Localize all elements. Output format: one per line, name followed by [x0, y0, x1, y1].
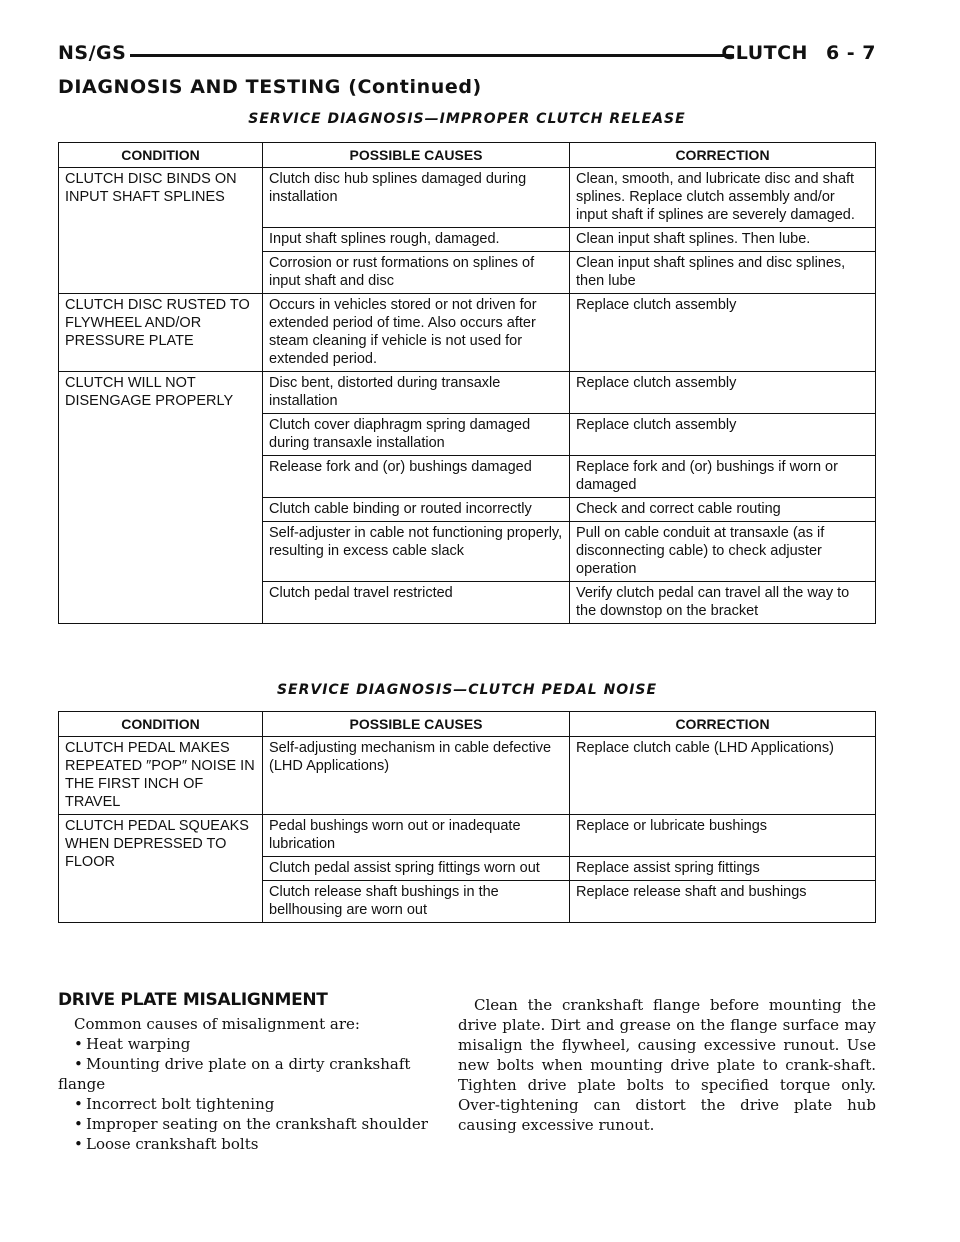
list-item-text: Mounting drive plate on a dirty crankshaft: [86, 1055, 411, 1073]
table-row: [59, 294, 876, 372]
table-row: [59, 737, 876, 815]
page-number: 6 - 7: [825, 42, 876, 64]
table-row: [59, 815, 876, 857]
correction-cell: Replace release shaft and bushings: [570, 881, 876, 923]
condition-cell: CLUTCH DISC RUSTED TO FLYWHEEL AND/OR PRESSURE PLATE: [59, 294, 263, 372]
table-header-row: [59, 143, 876, 168]
cause-cell: Corrosion or rust formations on splines of input shaft and disc: [263, 252, 570, 294]
list-item-text: Incorrect bolt tightening: [86, 1095, 275, 1113]
cause-cell: Clutch pedal assist spring fittings worn out: [263, 857, 570, 881]
drive-plate-right-column: [458, 995, 876, 1135]
correction-cell: Check and correct cable routing: [570, 498, 876, 522]
cause-cell: Self-adjuster in cable not functioning properly, resulting in excess cable slack: [263, 522, 570, 582]
correction-cell: Replace fork and (or) bushings if worn or damaged: [570, 456, 876, 498]
cause-cell: Clutch cable binding or routed incorrectly: [263, 498, 570, 522]
list-item: [58, 1094, 438, 1114]
section-name: CLUTCH: [721, 42, 808, 64]
cause-cell: Pedal bushings worn out or inadequate lubrication: [263, 815, 570, 857]
cause-cell: Occurs in vehicles stored or not driven for extended period of time. Also occurs after steam cleaning if vehicle is not used for extended period.: [263, 294, 570, 372]
correction-cell: Replace clutch assembly: [570, 294, 876, 372]
drive-plate-heading: DRIVE PLATE MISALIGNMENT: [58, 990, 328, 1010]
section-title: DIAGNOSIS AND TESTING (Continued): [58, 76, 482, 98]
list-item: [58, 1134, 438, 1154]
condition-cell: CLUTCH WILL NOT DISENGAGE PROPERLY: [59, 372, 263, 624]
correction-cell: Replace assist spring fittings: [570, 857, 876, 881]
improper-clutch-release-table: [58, 142, 876, 624]
table1-caption: SERVICE DIAGNOSIS—IMPROPER CLUTCH RELEASE: [248, 111, 686, 127]
page-header: [58, 42, 876, 72]
cause-cell: Clutch disc hub splines damaged during installation: [263, 168, 570, 228]
column-header-correction: CORRECTION: [570, 143, 876, 168]
cause-cell: Clutch cover diaphragm spring damaged during transaxle installation: [263, 414, 570, 456]
correction-cell: Pull on cable conduit at transaxle (as if disconnecting cable) to check adjuster operation: [570, 522, 876, 582]
condition-cell: CLUTCH PEDAL MAKES REPEATED ″POP″ NOISE IN THE FIRST INCH OF TRAVEL: [59, 737, 263, 815]
table-row: [59, 372, 876, 414]
bullet-icon: •: [74, 1115, 83, 1133]
bullet-icon: •: [74, 1055, 83, 1073]
correction-cell: Clean input shaft splines and disc splines, then lube: [570, 252, 876, 294]
correction-cell: Verify clutch pedal can travel all the way to the downstop on the bracket: [570, 582, 876, 624]
cause-cell: Disc bent, distorted during transaxle installation: [263, 372, 570, 414]
drive-plate-paragraph: Clean the crankshaft flange before mounting the drive plate. Dirt and grease on the flange surface may misalign the flywheel, causing excessive runout. Use new bolts when mounting drive plate to crank-shaft. Tighten drive plate bolts to specified torque only. Over-tightening can distort the drive plate hub causing excessive runout.: [458, 996, 876, 1134]
list-item: [58, 1034, 438, 1054]
correction-cell: Replace clutch cable (LHD Applications): [570, 737, 876, 815]
table2-caption: SERVICE DIAGNOSIS—CLUTCH PEDAL NOISE: [276, 682, 658, 698]
correction-cell: Replace clutch assembly: [570, 372, 876, 414]
bullet-icon: •: [74, 1135, 83, 1153]
drive-plate-left-column: [58, 990, 438, 1154]
table-header-row: [59, 712, 876, 737]
correction-cell: Replace clutch assembly: [570, 414, 876, 456]
table-row: [59, 168, 876, 228]
cause-cell: Input shaft splines rough, damaged.: [263, 228, 570, 252]
misalignment-intro: Common causes of misalignment are:: [74, 1015, 360, 1033]
cause-cell: Self-adjusting mechanism in cable defective (LHD Applications): [263, 737, 570, 815]
list-item-text: Improper seating on the crankshaft shoulder: [86, 1115, 428, 1133]
bullet-icon: •: [74, 1095, 83, 1113]
list-item: [58, 1054, 438, 1074]
list-item-text: Heat warping: [86, 1035, 191, 1053]
list-item-wrap: flange: [58, 1075, 106, 1093]
column-header-condition: CONDITION: [59, 712, 263, 737]
correction-cell: Clean input shaft splines. Then lube.: [570, 228, 876, 252]
condition-cell: CLUTCH PEDAL SQUEAKS WHEN DEPRESSED TO FLOOR: [59, 815, 263, 923]
column-header-correction: CORRECTION: [570, 712, 876, 737]
condition-cell: CLUTCH DISC BINDS ON INPUT SHAFT SPLINES: [59, 168, 263, 294]
list-item-text: Loose crankshaft bolts: [86, 1135, 259, 1153]
manual-code: NS/GS: [58, 42, 127, 64]
clutch-pedal-noise-table: [58, 711, 876, 923]
header-rule: [130, 54, 734, 57]
correction-cell: Clean, smooth, and lubricate disc and shaft splines. Replace clutch assembly and/or input shaft if splines are severely damaged.: [570, 168, 876, 228]
bullet-icon: •: [74, 1035, 83, 1053]
cause-cell: Clutch release shaft bushings in the bellhousing are worn out: [263, 881, 570, 923]
column-header-condition: CONDITION: [59, 143, 263, 168]
list-item: [58, 1114, 438, 1134]
header-right: [721, 42, 876, 64]
column-header-causes: POSSIBLE CAUSES: [263, 143, 570, 168]
cause-cell: Clutch pedal travel restricted: [263, 582, 570, 624]
column-header-causes: POSSIBLE CAUSES: [263, 712, 570, 737]
correction-cell: Replace or lubricate bushings: [570, 815, 876, 857]
cause-cell: Release fork and (or) bushings damaged: [263, 456, 570, 498]
